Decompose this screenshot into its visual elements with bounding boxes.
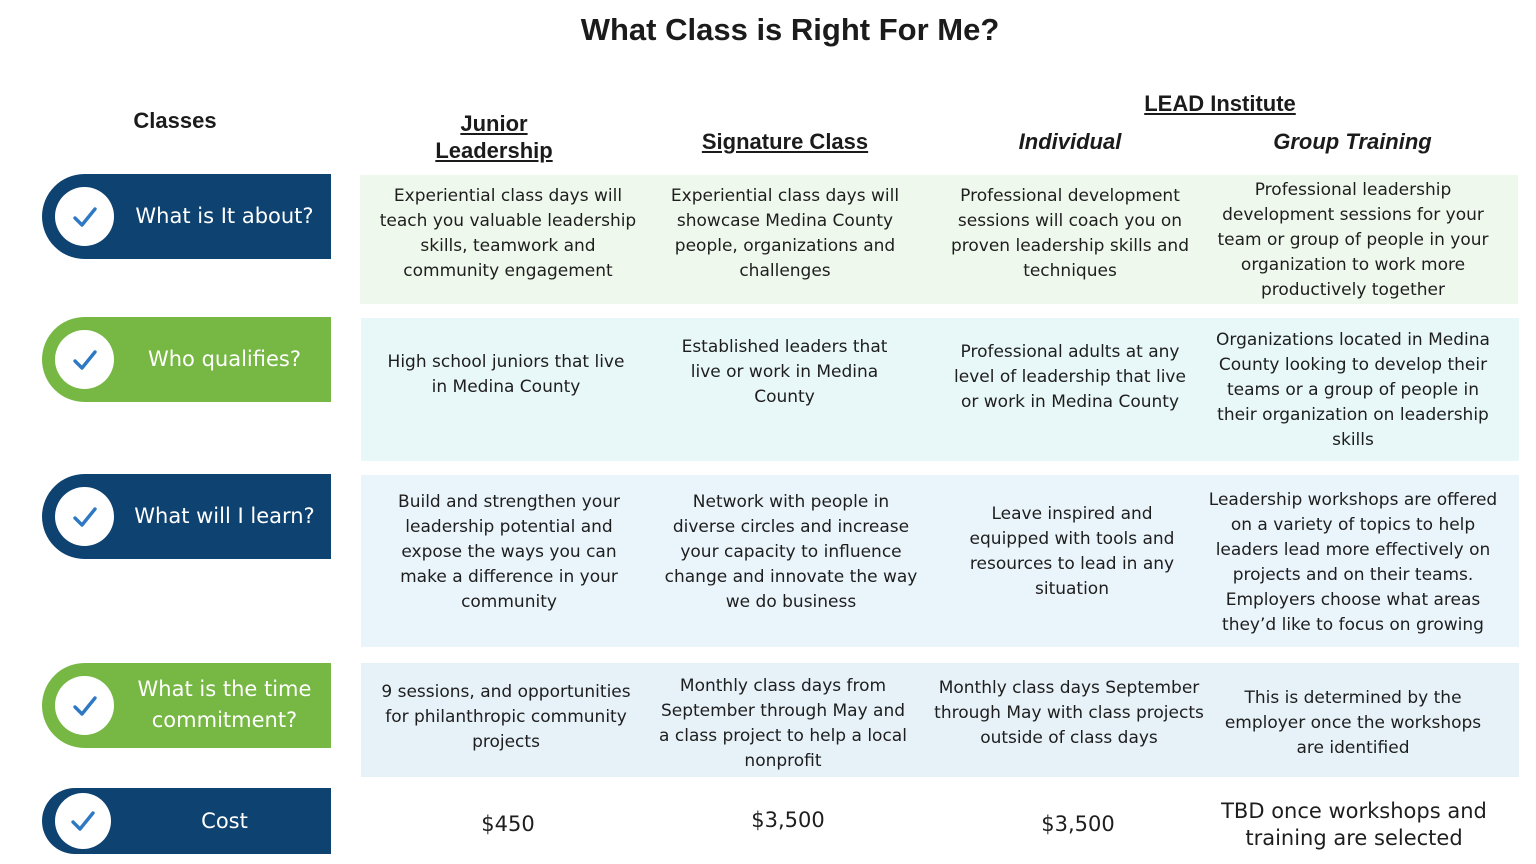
cell-qualifies-group: Organizations located in Medina County looking to develop their teams or a group of people in their organization on leadership skills (1216, 329, 1490, 450)
row-label-text: What will I learn? (134, 504, 315, 528)
cell-about-signature: Experiential class days will showcase Medina County people, organizations and challenges (670, 186, 900, 281)
cell-learn-signature: Network with people in diverse circles and increase your capacity to influence change and innovate the way we do business (664, 491, 918, 612)
row-label-text: Who qualifies? (147, 347, 301, 371)
cell-cost-individual: $3,500 (1041, 811, 1115, 836)
cell-about-group: Professional leadership development sessions for your team or group of people in your organization to work more productively together (1217, 179, 1489, 300)
check-icon (55, 487, 114, 546)
page-title: What Class is Right For Me? (580, 12, 1000, 47)
cell-cost-group: TBD once workshops and training are selected (1221, 799, 1487, 850)
cell-qualifies-individual: Professional adults at any level of leadership that live or work in Medina County (954, 341, 1186, 412)
check-icon (55, 793, 111, 849)
classes-column-header: Classes (133, 108, 217, 133)
row-label-what-is-it-about (42, 174, 331, 259)
cell-qualifies-signature: Established leaders that live or work in Medina County (681, 336, 888, 407)
column-header-individual: Individual (1018, 129, 1122, 154)
cell-cost-signature: $3,500 (751, 807, 825, 832)
row-label-text: What is It about? (135, 204, 314, 228)
check-icon (55, 330, 114, 389)
check-icon (55, 676, 114, 735)
row-label-time-commitment (42, 663, 331, 748)
column-header-lead-institute: LEAD Institute (1144, 91, 1296, 116)
cell-time-individual: Monthly class days September through May with class projects outside of class days (934, 677, 1204, 748)
cell-learn-group: Leadership workshops are offered on a variety of topics to help leaders lead more effectively on projects and on their teams. Employers choose what areas they’d like to focus on growing (1208, 489, 1498, 635)
column-header-group-training: Group Training (1273, 129, 1432, 154)
cell-learn-individual: Leave inspired and equipped with tools and resources to lead in any situation (969, 504, 1175, 599)
cell-learn-junior: Build and strengthen your leadership potential and expose the ways you can make a difference in your community (398, 491, 620, 612)
cell-time-signature: Monthly class days from September through May and a class project to help a local nonprofit (659, 676, 907, 771)
column-header-signature-class: Signature Class (701, 129, 869, 154)
row-label-text: What is the time commitment? (137, 677, 312, 732)
cell-about-junior: Experiential class days will teach you valuable leadership skills, teamwork and community engagement (379, 186, 637, 281)
row-label-who-qualifies (42, 317, 331, 402)
check-icon (55, 187, 114, 246)
cell-qualifies-junior: High school juniors that live in Medina County (387, 352, 625, 397)
cell-time-junior: 9 sessions, and opportunities for philanthropic community projects (381, 681, 631, 752)
row-label-what-will-i-learn (42, 474, 331, 559)
cell-cost-junior: $450 (481, 811, 535, 836)
column-header-junior-leadership: Junior Leadership (435, 111, 553, 163)
cell-time-group: This is determined by the employer once the workshops are identified (1224, 687, 1482, 758)
row-label-text: Cost (201, 809, 248, 833)
cell-about-individual: Professional development sessions will coach you on proven leadership skills and techniques (950, 186, 1189, 281)
row-label-cost (42, 788, 331, 854)
